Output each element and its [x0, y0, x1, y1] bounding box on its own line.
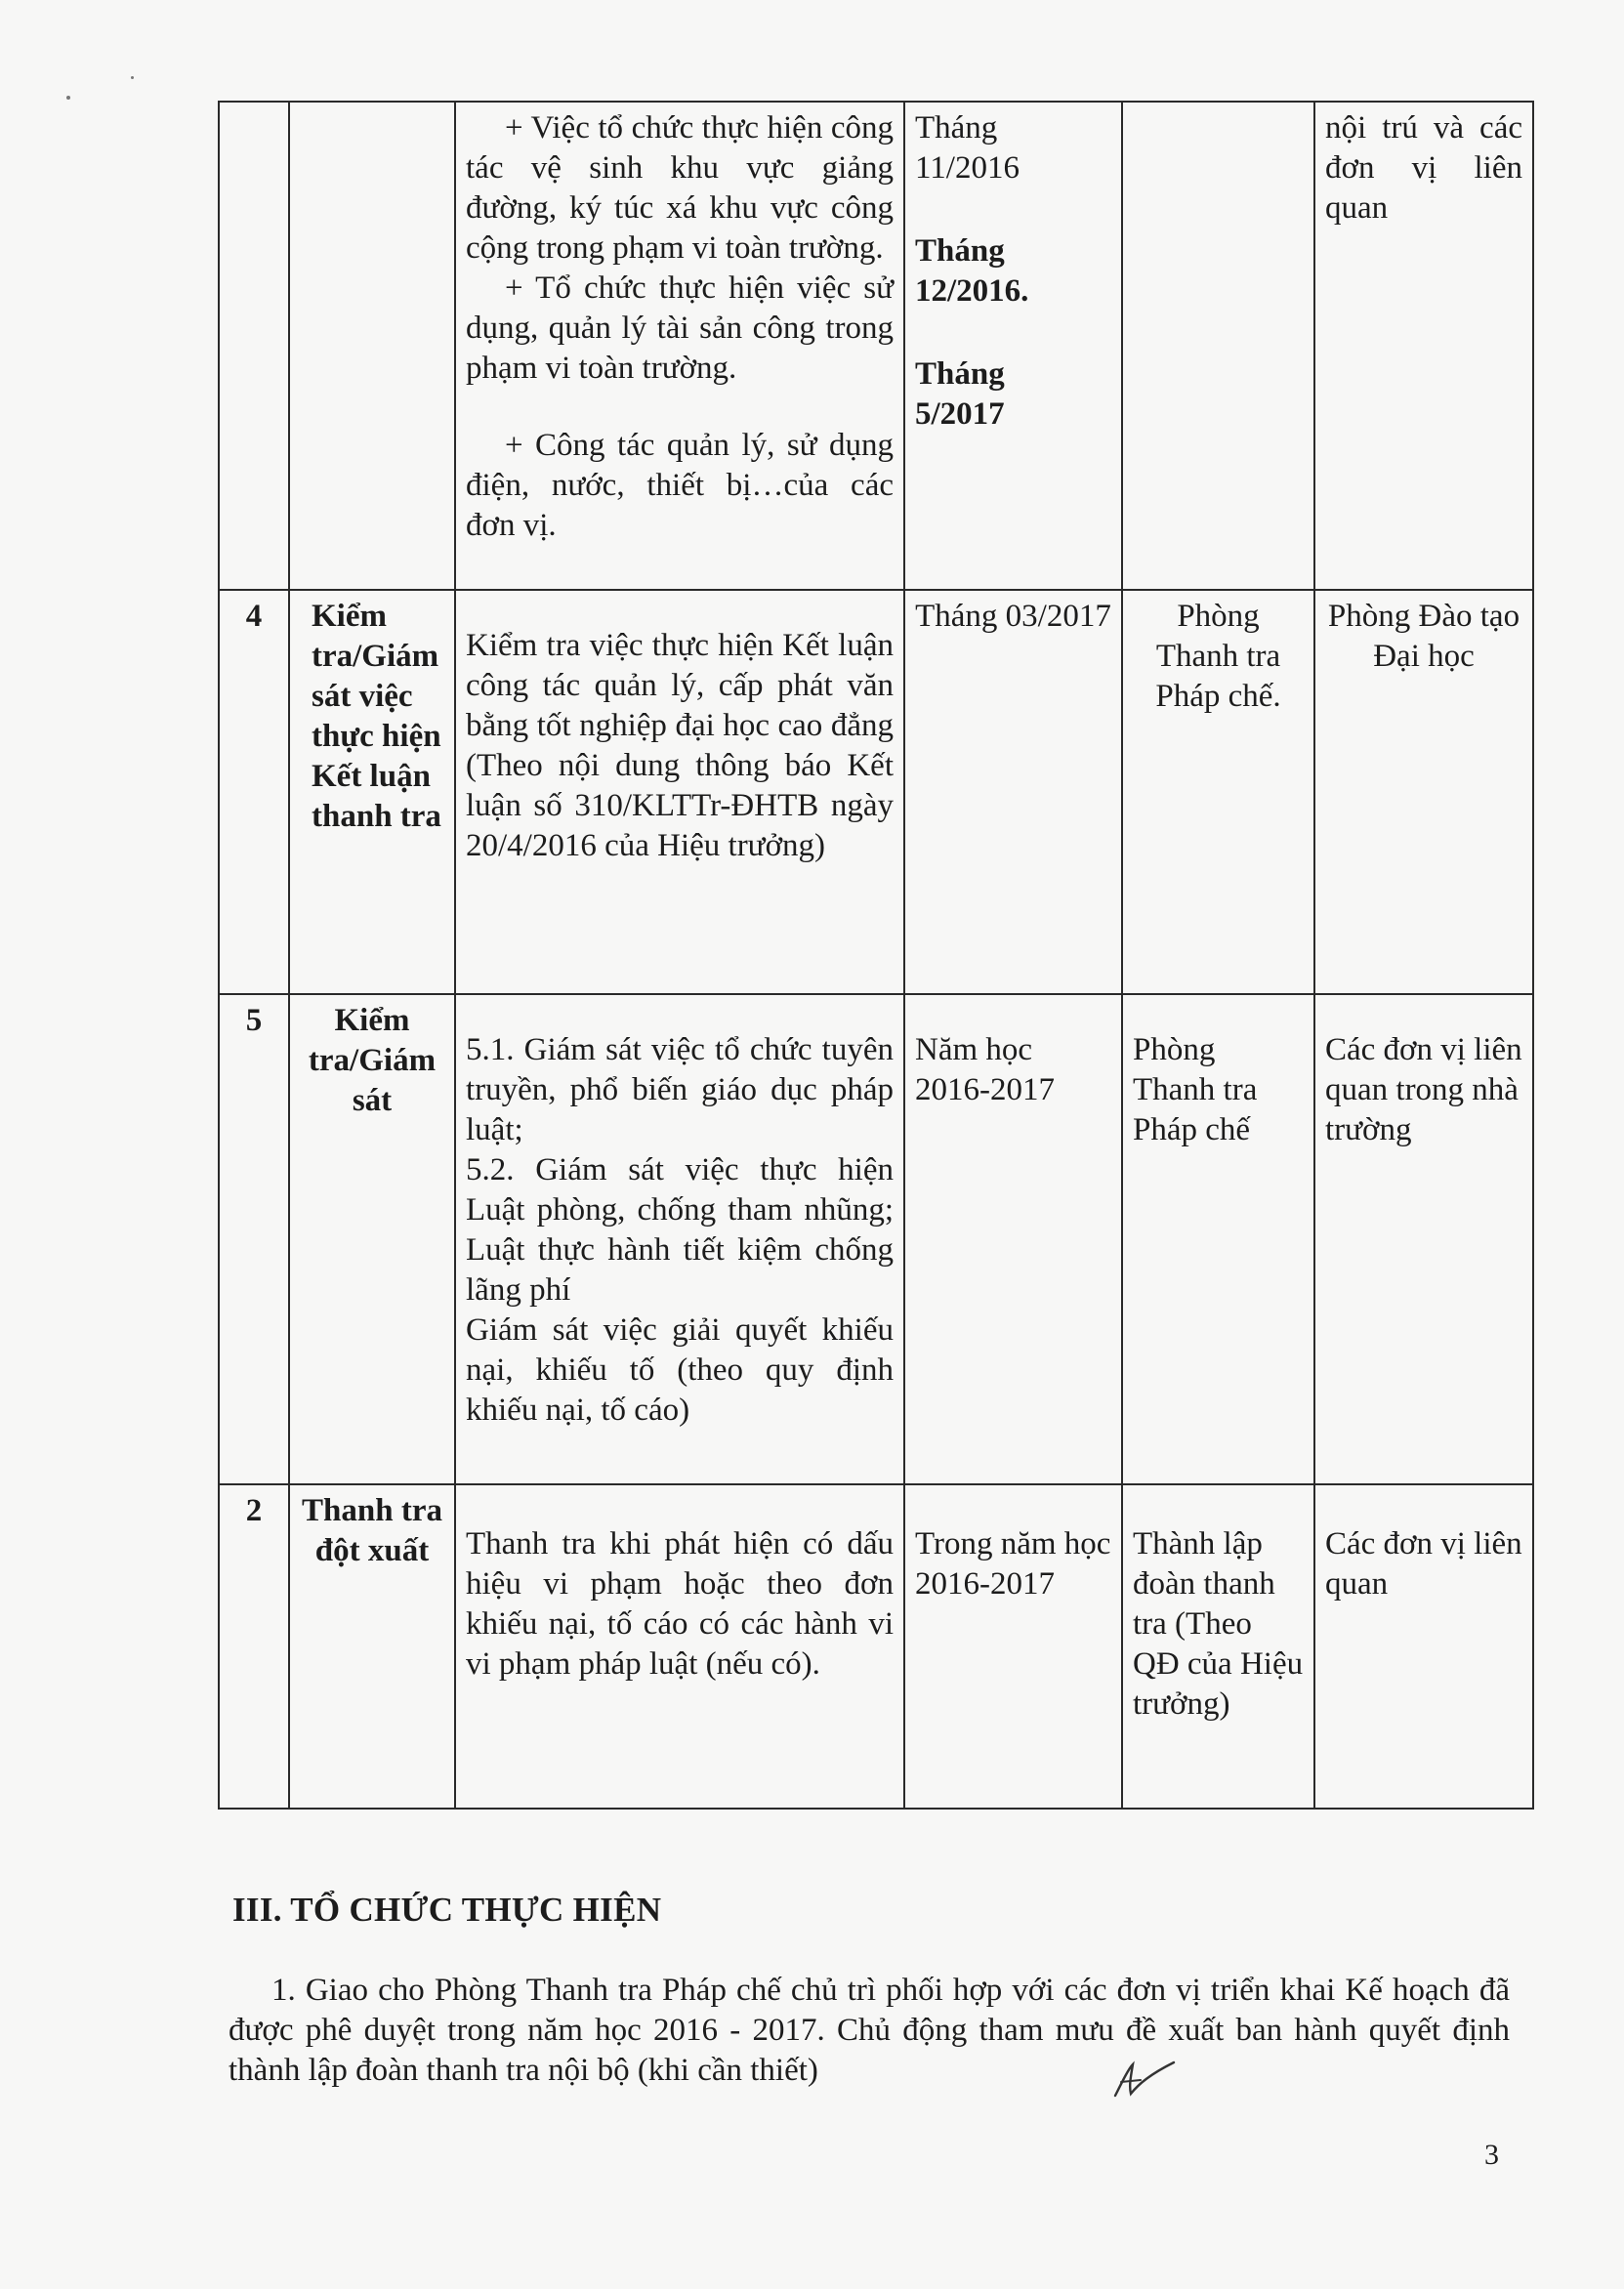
time-item: Tháng 5/2017 — [915, 356, 1005, 432]
table-row — [219, 102, 1533, 590]
category-cell: Kiểm tra/Giám sát việc thực hiện Kết luận thanh tra — [289, 590, 455, 994]
row-number-cell: 2 — [219, 1484, 289, 1809]
content-item: + Công tác quản lý, sử dụng điện, nước, thiết bị…của các đơn vị. — [466, 428, 894, 543]
content-cell — [455, 102, 904, 590]
row-number-cell — [219, 102, 289, 590]
page-number: 3 — [1484, 2139, 1499, 2171]
row-number-cell: 5 — [219, 994, 289, 1484]
time-cell — [904, 102, 1122, 590]
table-row — [219, 590, 1533, 994]
content-item: + Tổ chức thực hiện việc sử dụng, quản lý tài sản công trong phạm vi toàn trường. — [466, 271, 894, 386]
content-cell: Thanh tra khi phát hiện có dấu hiệu vi phạm hoặc theo đơn khiếu nại, tố cáo có các hành vi vi phạm pháp luật (nếu có). — [455, 1484, 904, 1809]
section-paragraph: 1. Giao cho Phòng Thanh tra Pháp chế chủ trì phối hợp với các đơn vị triển khai Kế hoạch đã được phê duyệt trong năm học 2016 - 2017. Chủ động tham mưu đề xuất ban hành quyết định thành lập đoàn thanh tra nội bộ (khi cần thiết) — [229, 1973, 1510, 2088]
table-row — [219, 1484, 1533, 1809]
category-cell: Kiểm tra/Giám sát — [289, 994, 455, 1484]
content-item: 5.2. Giám sát việc thực hiện Luật phòng, chống tham nhũng; Luật thực hành tiết kiệm chống lãng phí — [466, 1152, 894, 1308]
coordinating-cell: Các đơn vị liên quan — [1314, 1484, 1533, 1809]
section-heading: III. TỔ CHỨC THỰC HIỆN — [232, 1891, 662, 1929]
time-cell: Tháng 03/2017 — [904, 590, 1122, 994]
responsible-cell: Thành lập đoàn thanh tra (Theo QĐ của Hiệu trưởng) — [1122, 1484, 1314, 1809]
responsible-cell: Phòng Thanh tra Pháp chế — [1122, 994, 1314, 1484]
time-item: Tháng 12/2016. — [915, 233, 1029, 309]
content-item: Giám sát việc giải quyết khiếu nại, khiếu tố (theo quy định khiếu nại, tố cáo) — [466, 1312, 894, 1428]
coordinating-cell: Phòng Đào tạo Đại học — [1314, 590, 1533, 994]
content-cell: Kiểm tra việc thực hiện Kết luận công tác quản lý, cấp phát văn bằng tốt nghiệp đại học cao đẳng (Theo nội dung thông báo Kết luận số 310/KLTTr-ĐHTB ngày 20/4/2016 của Hiệu trưởng) — [455, 590, 904, 994]
responsible-cell — [1122, 102, 1314, 590]
coordinating-cell: Các đơn vị liên quan trong nhà trường — [1314, 994, 1533, 1484]
content-item: + Việc tổ chức thực hiện công tác vệ sinh khu vực giảng đường, ký túc xá khu vực công cộng trong phạm vi toàn trường. — [466, 110, 894, 266]
time-cell: Năm học 2016-2017 — [904, 994, 1122, 1484]
coordinating-cell: nội trú và các đơn vị liên quan — [1314, 102, 1533, 590]
responsible-cell: Phòng Thanh tra Pháp chế. — [1122, 590, 1314, 994]
category-cell: Thanh tra đột xuất — [289, 1484, 455, 1809]
content-item: 5.1. Giám sát việc tổ chức tuyên truyền, phổ biến giáo dục pháp luật; — [466, 1032, 894, 1147]
category-cell — [289, 102, 455, 590]
time-item: Tháng 11/2016 — [915, 110, 1020, 186]
row-number-cell: 4 — [219, 590, 289, 994]
scan-speck — [131, 76, 134, 79]
handwritten-initial-mark — [1111, 2059, 1180, 2102]
time-cell: Trong năm học 2016-2017 — [904, 1484, 1122, 1809]
table-row — [219, 994, 1533, 1484]
inspection-plan-table — [218, 101, 1534, 1810]
content-cell — [455, 994, 904, 1484]
scan-speck — [66, 96, 70, 100]
